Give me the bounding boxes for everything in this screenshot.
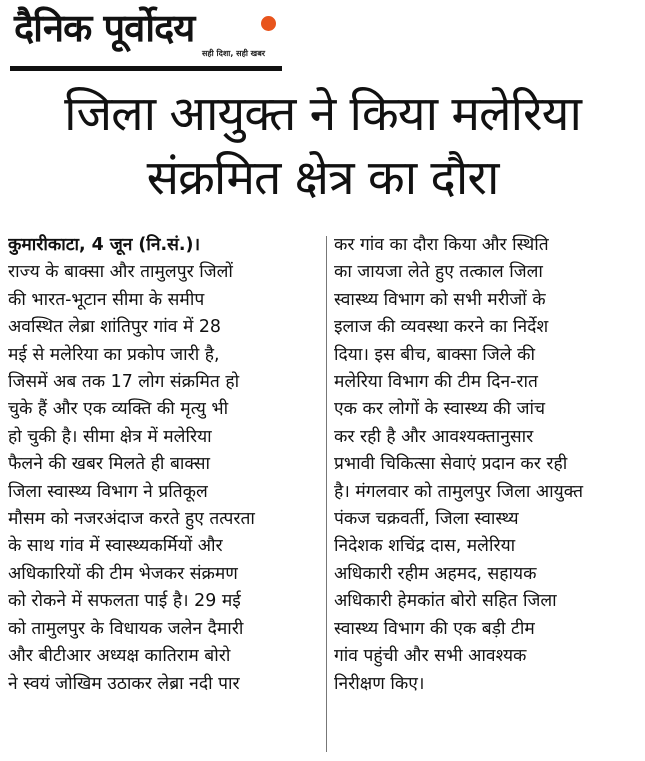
body-line: के साथ गांव में स्वास्थ्यकर्मियों और — [8, 536, 223, 557]
body-line: को रोकने में सफलता पाई है। 29 मई — [8, 591, 241, 612]
body-line: हो चुकी है। सीमा क्षेत्र में मलेरिया — [8, 426, 212, 447]
body-line: पंकज चक्रवर्ती, जिला स्वास्थ्य — [334, 509, 519, 530]
body-line: की भारत-भूटान सीमा के समीप — [8, 289, 205, 310]
body-line: स्वास्थ्य विभाग की एक बड़ी टीम — [334, 618, 535, 639]
brand-name: दैनिक पूर्वोदय — [14, 6, 195, 50]
body-line: राज्य के बाक्सा और तामुलपुर जिलों — [8, 262, 233, 283]
headline-line-2: संक्रमित क्षेत्र का दौरा — [146, 150, 499, 206]
body-line: चुके हैं और एक व्यक्ति की मृत्यु भी — [8, 399, 229, 420]
body-line: निरीक्षण किए। — [334, 673, 425, 694]
body-line: स्वास्थ्य विभाग को सभी मरीजों के — [334, 289, 546, 310]
headline-line-1: जिला आयुक्त ने किया मलेरिया — [64, 86, 581, 142]
body-line: और बीटीआर अध्यक्ष कातिराम बोरो — [8, 646, 231, 667]
body-line: अवस्थित लेब्रा शांतिपुर गांव में 28 — [8, 317, 221, 338]
masthead — [10, 4, 282, 72]
body-line: कर गांव का दौरा किया और स्थिति — [334, 235, 549, 255]
article-column-right — [334, 232, 640, 760]
body-line: अधिकारियों की टीम भेजकर संक्रमण — [8, 563, 238, 584]
body-line: ने स्वयं जोखिम उठाकर लेब्रा नदी पार — [8, 673, 240, 694]
body-line: फैलने की खबर मिलते ही बाक्सा — [8, 454, 211, 475]
body-line: अधिकारी हेमकांत बोरो सहित जिला — [334, 591, 557, 612]
body-line: जिसमें अब तक 17 लोग संक्रमित हो — [8, 372, 240, 393]
body-line: को तामुलपुर के विधायक जलेन दैमारी — [8, 618, 244, 639]
body-line: दिया। इस बीच, बाक्सा जिले की — [334, 344, 535, 365]
column-divider — [326, 236, 327, 752]
body-line: एक कर लोगों के स्वास्थ्य की जांच — [334, 399, 546, 420]
article-headline — [0, 82, 645, 210]
body-line: कर रही है और आवश्यक्तानुसार — [334, 426, 534, 447]
body-line: अधिकारी रहीम अहमद, सहायक — [334, 563, 537, 584]
article-dateline: कुमारीकाटा, 4 जून (नि.सं.)। — [8, 235, 201, 255]
body-line: मौसम को नजरअंदाज करते हुए तत्परता — [8, 509, 255, 530]
body-line: प्रभावी चिकित्सा सेवाएं प्रदान कर रही — [334, 454, 568, 475]
masthead-rule — [10, 66, 282, 71]
body-line: इलाज की व्यवस्था करने का निर्देश — [334, 317, 549, 338]
body-line: जिला स्वास्थ्य विभाग ने प्रतिकूल — [8, 481, 208, 502]
article-column-left — [8, 232, 320, 760]
brand-dot-icon — [261, 16, 276, 31]
brand-tagline: सही दिशा, सही खबर — [202, 49, 266, 58]
body-line: मई से मलेरिया का प्रकोप जारी है, — [8, 344, 220, 365]
body-line: निदेशक शचिंद्र दास, मलेरिया — [334, 536, 516, 557]
body-line: मलेरिया विभाग की टीम दिन-रात — [334, 372, 538, 393]
body-line: गांव पहुंची और सभी आवश्यक — [334, 646, 527, 667]
body-line: है। मंगलवार को तामुलपुर जिला आयुक्त — [334, 481, 583, 502]
body-line: का जायजा लेते हुए तत्काल जिला — [334, 262, 543, 283]
